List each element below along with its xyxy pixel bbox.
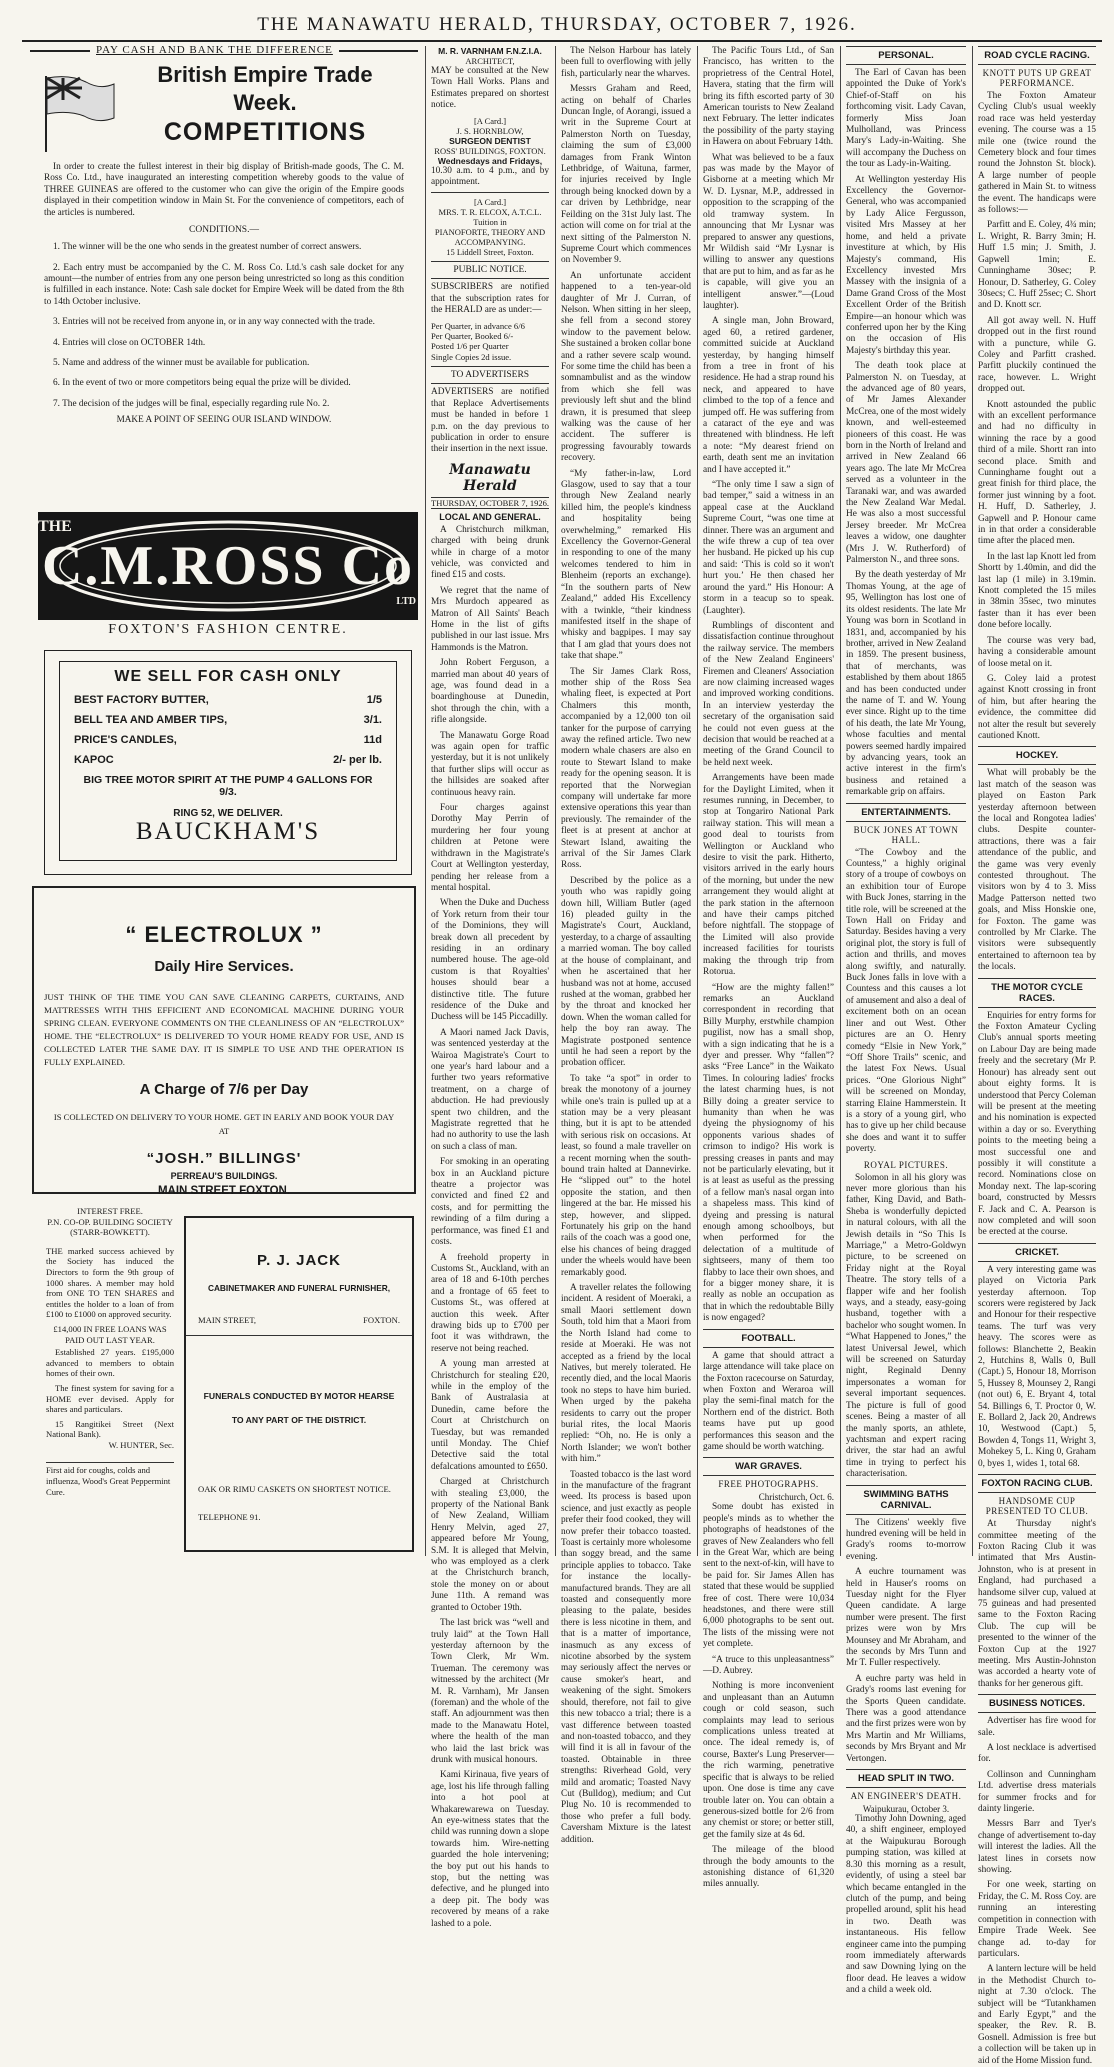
ring: RING 52, WE DELIVER.: [173, 808, 283, 819]
bs-line-2: P.N. CO-OP. BUILDING SOCIETY: [47, 1216, 173, 1227]
electrolux-ad: [32, 886, 416, 1197]
article: Knott astounded the public with an excellent performance and had no difficulty in winning the race by a good third of a mile. Shortt ran into second place. Smith and Cunninghame fought out a great finish for third place, the former just winning by a foot. H. Huff, D. Satherley, J. Gapwell and P. Honour came in in that order a considerable time after the placed men.: [978, 399, 1096, 547]
charge: A Charge of 7/6 per Day: [139, 1081, 309, 1098]
herald-nameplate: Manawatu Herald: [449, 461, 531, 494]
bs-body: THE marked success achieved by the Society has induced the Directors to form the 9th group of 1000 shares. A member may hold from ONE TO TEN SHARES and entitles the holder to a loan of from £100 to £1000 on approved security.: [46, 1245, 174, 1320]
main-street: MAIN STREET FOXTON.: [157, 1185, 291, 1197]
notice: For one week, starting on Friday, the C. M. Ross Coy. are running an interesting competition in connection with Empire Trade Week. See change ad. to-day for particulars.: [978, 1880, 1096, 1959]
column-6: [978, 46, 1096, 2066]
article: The Nelson Harbour has lately been full to overflowing with jelly fish, particularly near the wharves.: [561, 46, 691, 79]
headline: WE SELL FOR CASH ONLY: [114, 668, 342, 685]
column-rule: [697, 46, 698, 1556]
price-row: PRICE'S CANDLES, 11d: [74, 734, 382, 746]
royal-pictures-sub: ROYAL PICTURES.: [863, 1159, 949, 1170]
article: “The only time I saw a sign of bad temper,” said a witness in an appeal case at the Auckland Supreme Court, “was one time at dinner. There was an argument and the wife threw a cup of tea over her husband. He picked up his cup and said: ‘This is cold so it won't hurt you.’ He then chased her around the yard.” His Honour: A storm in a teacup so to speak. (Laughter).: [703, 480, 834, 616]
article: Four charges against Dorothy May Perrin of murdering her four young children at Petone were withdrawn in the Magistrate's Court at Wellington yesterday, pending her release from a mental hospital.: [431, 803, 549, 893]
article: At Thursday night's committee meeting of the Foxton Racing Club it was intimated that Mrs Austin-Johnston, who is at present in England, had purchased a handsome silver cup, valued at 75 guineas and had presented same to the Foxton Racing Club. The cup will be presented to the winner of the Foxton Cup at the 1927 meeting. Mrs Austin-Johnston was accorded a hearty vote of thanks for her generous gift.: [978, 1519, 1096, 1689]
article: At Wellington yesterday His Excellency the Governor-General, who was accompanied by Lady Alice Fergusson, visited Mrs Massey at her home, and held a private investiture at which, by His Majesty's command, His Excellency invested Mrs Massey with the insignia of a Dame Grand Cross of the Most Excellent Order of the British Empire—an honour which was conferred upon her by the King on the occasion of His Majesty's birthday this year.: [846, 174, 966, 356]
jack-caskets: OAK OR RIMU CASKETS ON SHORTEST NOTICE.: [198, 1484, 391, 1494]
article: “The Cowboy and the Countess,” a highly original story of a troupe of cowboys on an exhibition tour of Europe with Buck Jones, starring in the title role, will be screened at the Town Hall on Friday and Saturday. Besides having a very original plot, the story is full of action and thrills, and moves along swiftly, and naturally. Buck Jones falls in love with a Countess and this causes a lot of amusement and also a deal of excitement both on an ocean liner and out West. Other pictures are an O. Henry comedy “Elsie in New York,” “Off Shore Trails” scenic, and the latest Fox News. Usual prices. “One Glorious Night” will be screened on Monday, starring Elaine Hammerstein. It is a story of a young girl, who has to give up her child because she does and want it to suffer poverty.: [846, 847, 966, 1155]
hornblow-hours: 10.30 a.m. to 4 p.m., and by appointment.: [431, 165, 549, 188]
intro: In order to create the fullest interest in their big display of British-made goods, The C. M. Ross Co. Ltd., have inaugurated an interesting competition whereby goods to the value of THREE GUINEAS are offered to the customer who can give the origin of the Empire goods displayed in their competition window in Main St. For the convenience of competitors, each of the articles is numbered.: [44, 162, 404, 218]
article: The Citizens' weekly five hundred evening will be held in Grady's rooms to-morrow evening.: [846, 1517, 966, 1562]
article: A freehold property in Customs St., Auckland, with an area of 18 and 6-10th perches and a frontage of 65 feet to Customs St., was offered at auction this week. After drawing bids up to £700 per foot it was withdrawn, the reserve not being reached.: [431, 1252, 549, 1354]
price-row: BELL TEA AND AMBER TIPS, 3/1.: [74, 714, 382, 726]
electrolux-sub: Daily Hire Services.: [154, 958, 294, 975]
advertisers-notice: ADVERTISERS are notified that Replace Advertisements must be handed in before 1 p.m. on the day previous to publication in order to ensure their insertion in the next issue.: [431, 387, 549, 455]
article: The Earl of Cavan has been appointed the Duke of York's Chief-of-Staff on his forthcoming visit. Lady Cavan, formerly Miss Joan Mulholland, was Princess Mary's Lady-in-Waiting. She will accompany the Duchess on the tour as Lady-in-Waiting.: [846, 68, 966, 170]
article: The death took place at Palmerston N. on Tuesday, at the advanced age of 80 years, of Mr James Alexander McCrea, one of the most widely known, and well-esteemed pioneers of this coast. He was born in the North of Ireland and arrived in New Zealand 66 years ago. The late Mr McCrea served as a volunteer in the Taranaki war, and was awarded the New Zealand War Medal. He was also a most successful Jersey breeder. Mr McCrea leaves a widow, one daughter (Mrs J. W. Rutherford) of Palmerston N., and three sons.: [846, 361, 966, 566]
cricket-heading: CRICKET.: [978, 1243, 1096, 1262]
jack-name: P. J. JACK: [257, 1252, 341, 1269]
rule-5: 5. Name and address of the winner must be available for publication.: [53, 358, 310, 369]
article: An unfortunate accident happened to a ten-year-old daughter of Mr J. Curran, of Nelson. When sitting in her sleep, she fell from a second storey window to the pavement below. She sustained a broken collar bone and a rather severe scalp wound. For some time the child has been a somnambulist and as the window from which she fell was previously left shut and the blind drawn, it is presumed that sleep walking was the cause of her accident. The sufferer is progressing favourably towards recovery.: [561, 270, 691, 464]
article: Nothing is more inconvenient and unpleasant than an Autumn cough or cold season, such complaints may lead to serious complications unless treated at once. The ideal remedy is, of course, Baxter's Lung Preserver—the rich warming, penetrative specific that is always to be relied upon. One dose is time any cave trouble later on. You can obtain a generous-sized bottle for 2/6 from any chemist or store; or better still, get the family size at 4s 6d.: [703, 1681, 834, 1840]
bs-saving: The finest system for saving for a HOME ever devised. Apply for shares and particulars.: [46, 1382, 174, 1415]
notice: Collinson and Cunningham Ltd. advertise dress materials for summer frocks and for dainty lingerie.: [978, 1769, 1096, 1815]
war-graves-heading: WAR GRAVES.: [703, 1457, 834, 1476]
cycle-heading: ROAD CYCLE RACING.: [978, 46, 1096, 65]
varnham-text: MAY be consulted at the New Town Hall Works. Plans and Estimates prepared on shortest notice.: [431, 66, 549, 111]
advertisers-heading: TO ADVERTISERS: [431, 366, 549, 384]
public-notice: SUBSCRIBERS are notified that the subscription rates for the HERALD are as under:—: [431, 282, 549, 316]
article: Parfitt and E. Coley, 4¾ min; L. Wright, R. Barry 3min; H. Huff 1.5 min; J. Smith, J. Gapwell 1min; E. Cunninghame 30sec; P. Honour, D. Satherley, G. Coley 30secs; C. Huff 25sec; C. Short and D. Knott scr.: [978, 220, 1096, 311]
article: For smoking in an operating box in an Auckland picture theatre a projector was convicted and fined £2 and costs, and for permitting the rewinding of a film during a performance, was fined £1 and costs.: [431, 1157, 549, 1248]
bs-address: 15 Rangitikei Street (Next National Bank).: [46, 1418, 174, 1440]
varnham-title: ARCHITECT,: [465, 56, 515, 66]
elcox-name: MRS. T. R. ELCOX, A.T.C.L.: [438, 207, 542, 218]
football-heading: FOOTBALL.: [703, 1329, 834, 1348]
article: What will probably be the last match of the season was played on Easton Park yesterday afternoon between the local and Rongotea ladies' clubs. Despite counter-attractions, there was a fair attendance of the public, and the game was very evenly contested throughout. The visitors won by 4 to 3. Miss Madge Patterson netted two goals, and Miss Honskie one, for Foxton. The game was controlled by Mr Clarke. The visitors were subsequently entertained to afternoon tea by the locals.: [978, 768, 1096, 973]
banner: PAY CASH AND BANK THE DIFFERENCE: [90, 44, 339, 56]
herald-date: THURSDAY, OCTOBER 7, 1926.: [431, 497, 549, 508]
notice: A lost necklace is advertised for.: [978, 1743, 1096, 1765]
bs-secretary: W. HUNTER, Sec.: [108, 1439, 174, 1450]
article: A very interesting game was played on Victoria Park yesterday afternoon. Top scorers were registered by Jack and Honour for their respective teams. The turf was very heavy. The scores were as follows: Blanchette 2, Beakin 2, Hutchins 8, Walls 0, Bull (Capt.) 5, Honour 18, Morrison 5, Hussey 8, Mounsey 2, Rangi (not out) 6, E. Bryant 4, total 54. Billings 6, T. Proctor 0, W. E. Bollard 2, Jack 20, Andrews 10, Westwood (Capt.) 5, Bowden 4, Tongs 11, Wright 3, Mohekey 5, L. King 0, Graham 0, byes 1, wides 1, total 68.: [978, 1264, 1096, 1469]
masthead: THE MANAWATU HERALD, THURSDAY, OCTOBER 7, 1926.: [257, 14, 857, 35]
column-rule: [425, 46, 426, 1556]
article: A euchre party was held in Grady's rooms last evening for the Sports Queen candidate. There was a good attendance and the first prizes were won by Mrs Martin and Mr Williams, seconds by Mrs Bryant and Mr Vertongen.: [846, 1673, 966, 1764]
hornblow-title: SURGEON DENTIST: [449, 135, 531, 146]
column-3: [561, 46, 691, 1845]
article: Rumblings of discontent and dissatisfaction continue throughout the railway service. The members of the New Zealand Engineers' Firemen and Cleaners' Association are now claiming increased wages and improved working conditions. In an interview yesterday the secretary of the organisation said he could not even guess at the decision that would be reached at a meeting of the Grand Council to be held next week.: [703, 620, 834, 768]
article: The mileage of the blood through the body amounts to the astonishing distance of 61,320 miles annually.: [703, 1845, 834, 1890]
jack-ad: [184, 1216, 414, 1552]
hockey-heading: HOCKEY.: [978, 746, 1096, 765]
card-label: [A Card.]: [431, 192, 549, 207]
column-rule: [555, 46, 556, 1556]
title-line-1: British Empire Trade: [157, 62, 373, 87]
title-line-3: COMPETITIONS: [163, 118, 367, 146]
perreau-buildings: PERREAU'S BUILDINGS.: [170, 1171, 278, 1181]
article: A single man, John Broward, aged 60, a retired gardener, committed suicide at Auckland yesterday, by hanging himself from a tree in front of his residence. He had a strap round his neck, and appeared to have climbed to the top of a fence and jumped off. He was suffering from a cataract of the eye and was threatened with blindness. He left a note: “My dearest friend on earth, death sent me an invitation and I have accepted it.”: [703, 316, 834, 475]
bs-loans: £14,000 IN FREE LOANS WAS PAID OUT LAST YEAR.: [53, 1323, 167, 1345]
store-name: BAUCKHAM'S: [135, 818, 321, 845]
price-row: BEST FACTORY BUTTER, 1/5: [74, 694, 382, 706]
title-line-2: Week.: [233, 90, 297, 115]
article: A euchre tournament was held in Hauser's rooms on Tuesday night for the Flyer Queen candidate. A large number were present. The first prizes were won by Mrs Mounsey and Mr Abraham, and the seconds by Mrs Tunn and Mr T. Fuller respectively.: [846, 1567, 966, 1669]
article: Kami Kirinaua, five years of age, lost his life through falling into a hot pool at Whakarewarewa on Tuesday. An eye-witness states that the child was running down a slope towards him. Wire-netting guarded the hole intervening; the boy put out his hands to stop, but the netting was defective, and he plunged into a deep pit. The body was recovered by means of a rake lashed to a pole.: [431, 1770, 549, 1929]
article: Enquiries for entry forms for the Foxton Amateur Cycling Club's annual sports meeting on Labour Day are being made freely and the secretary (Mr P. Honour) has already sent out about eighty forms. It is understood that Percy Coleman will be present at the meeting and his nomination is expected within a day or so. Everything points to the meeting being a most successful one and possibly it will constitute a record. Nominations close on Monday next. The lap-scoring board, constructed by Messrs F. Jack and C. A. Pearson is now completed and will soon be erected at the course.: [978, 1010, 1096, 1238]
article: A Maori named Jack Davis, was sentenced yesterday at the Wairoa Magistrate's Court to one year's hard labour and a further two years reformative treatment, on a charge of abduction. He had previously spent two children, and the Magistrate regretted that he had no authority to use the lash on such a class of man.: [431, 1027, 549, 1152]
building-society-ad: [46, 1206, 174, 1497]
notice: Messrs Barr and Tyer's change of advertisement to-day will interest the ladies. All the latest lines in corsets now showing.: [978, 1819, 1096, 1876]
column-2: [431, 46, 549, 1929]
elcox-address: 15 Liddell Street, Foxton.: [446, 247, 534, 258]
article: The Manawatu Gorge Road was again open for traffic yesterday, but it is not unlikely that further slips will occur as the hillsides are soaked after continuous heavy rain.: [431, 730, 549, 798]
article: When the Duke and Duchess of York return from their tour of the Dominions, they will break down all precedent by residing in an ordinary numbered house. The age-old custom is that Royalties' houses should bear a distinctive title. The future residence of the Duke and Duchess will be 145 Piccadilly.: [431, 898, 549, 1023]
business-notices-heading: BUSINESS NOTICES.: [978, 1694, 1096, 1713]
article: By the death yesterday of Mr Thomas Young, at the age of 95, Wellington has lost one of its oldest residents. The late Mr Young was born in Scotland in 1831, and, accompanied by his brother, arrived in New Zealand in 1859. The present business, that of merchants, was established by them about 1865 and has been conducted under the name of T. and W. Young ever since. Right up to the time of his death, the late Mr Young, whose faculties and mental powers seemed hardly impaired by advancing years, took an active interest in the firm's business and retained a remarkable grip on affairs.: [846, 570, 966, 798]
union-flag-icon: [40, 74, 120, 154]
motor-cycle-heading: THE MOTOR CYCLE RACES.: [978, 978, 1096, 1008]
conditions-heading: CONDITIONS.—: [189, 225, 259, 236]
column-rule: [972, 46, 973, 1556]
rule-6: 6. In the event of two or more competitors being equal the prize will be divided.: [53, 378, 351, 389]
public-notice-heading: PUBLIC NOTICE.: [431, 261, 549, 279]
head-dateline: Waipukurau, October 3.: [862, 1804, 950, 1815]
hornblow-address: ROSS' BUILDINGS, FOXTON.: [434, 145, 546, 156]
elcox-tuition: Tuition in: [473, 217, 507, 228]
bs-line-3: (STARR-BOWKETT).: [70, 1227, 150, 1238]
bs-line-1: INTEREST FREE.: [77, 1206, 143, 1216]
rule-4: 4. Entries will close on OCTOBER 14th.: [53, 337, 206, 348]
card-label: [A Card.]: [473, 115, 507, 126]
article: Messrs Graham and Reed, acting on behalf of Charles Duncan Ingle, of Aorangi, issued a writ in the Supreme Court at Palmerston North on Tuesday, claiming the sum of £3,000 damages from Frank Winton Lethbridge, of Waituna, farmer, for injuries received by Ingle through being knocked down by a car driven by Lethbridge, near Feilding on the 31st July last. The action will come on for trial at the next sitting of the Palmerston N. Supreme Court which commences on November 9.: [561, 84, 691, 266]
entertainments-sub: BUCK JONES AT TOWN HALL.: [853, 824, 959, 845]
article: A Christchurch milkman, charged with being drunk while in charge of a motor vehicle, was convicted and fined £15 and costs.: [431, 524, 549, 581]
article: What was believed to be a faux pas was made by the Mayor of Gisborne at a meeting which Mr W. D. Lysnar, M.P., addressed in opposition to the scrapping of the old tramway system. In announcing that Mr Lysnar was prepared to answer any questions, Mr Wildish said “Mr Lysnar is willing to answer any questions that are put to him, and as far as he is capable, will give you an intelligent answer.”—(Loud laughter).: [703, 152, 834, 311]
article: “My father-in-law, Lord Glasgow, used to say that a tour through New Zealand nearly killed him, the people's kindness and hospitality being overwhelming,” remarked His Excellency the Governor-General in responding to one of the many welcomes tendered to him in Blenheim (reports an exchange). “In the southern parts of New Zealand,” added His Excellency with a twinkle, “their kindness manifested itself in the shape of whisky and bagpipes. I may say that I am glad that yours does not take that shape.”: [561, 468, 691, 662]
column-5: [846, 46, 966, 1996]
article: The Sir James Clark Ross, mother ship of the Ross Sea whaling fleet, is expected at Port Chalmers this month, accompanied by a 12,000 ton oil tanker for the purpose of carrying away the refined article. Two new modern whale chasers are also en route to Stewart Island to make ready for the opening season. It is reported that the Norwegian company will undertake far more extensive operations this year than previously. The remainder of the fleet is at present at anchor at Stewart Island, awaiting the arrival of the Sir James Clark Ross.: [561, 666, 691, 871]
logo-ltd: LTD: [396, 596, 416, 607]
swimming-heading: SWIMMING BATHS CARNIVAL.: [846, 1485, 966, 1515]
notice: A lantern lecture will be held in the Methodist Church to-night at 7.30 o'clock. The subject will be “Tutankhamen and Early Egypt,” and the speaker, the Rev. R. B. Gosnell. Admission is free but a collection will be taken up in aid of the Home Mission fund.: [978, 1964, 1096, 2066]
hornblow-name: J. S. HORNBLOW,: [456, 125, 524, 136]
head-split-heading: HEAD SPLIT IN TWO.: [846, 1769, 966, 1788]
article: The course was very bad, having a considerable amount of loose metal on it.: [978, 635, 1096, 669]
personal-heading: PERSONAL.: [846, 46, 966, 65]
article: All got away well. N. Huff dropped out in the first round with a puncture, while G. Coley and Parfitt crashed. Parfitt pluckily continued the race, however. L. Wright dropped out.: [978, 315, 1096, 395]
logo-the: THE: [38, 518, 72, 535]
column-rule: [840, 46, 841, 1556]
rule-2: 2. Each entry must be accompanied by the C. M. Ross Co. Ltd.'s cash sale docket for any amount—the number of entries from any one person being unrestricted so long as this condition is fulfilled in each instance. Note: Cash sale docket for Empire Week will be dated from the 8th to 14th October inclusive.: [44, 262, 404, 307]
war-graves-article: Some doubt has existed in people's minds as to whether the photographs of headstones of the graves of New Zealanders who fell in the Great War, which are being sent to the next-of-kin, will have to be paid for. Sir James Allen has stated that these would be supplied free of cost. There were 10,034 headstones, and there were still 6,000 photographs to be sent out. The lists of the missing were not yet complete.: [703, 1502, 834, 1650]
electrolux-title: “ ELECTROLUX ”: [125, 922, 323, 947]
article: Arrangements have been made for the Daylight Limited, when it resumes running, in December, to stop at Tongariro National Park railway station. This will mean a good deal to tourists from Wellington or Auckland who desire to visit the park. Hitherto, visitors arrived in the early hours of the morning, but under the new arrangement they would alight at the park station in the afternoon and have their camps pitched before nightfall. The stoppage of the Limited will also provide increased facilities for tourists making the through trip from Rotorua.: [703, 773, 834, 978]
motor-spirit: BIG TREE MOTOR SPIRIT AT THE PUMP 4 GALLONS FOR 9/3.: [83, 774, 373, 798]
jack-telephone: TELEPHONE 91.: [198, 1512, 261, 1522]
masthead-rule: [22, 40, 1102, 42]
bs-established: Established 27 years. £195,000 advanced to members to obtain homes of their own.: [46, 1347, 174, 1379]
article: Timothy John Downing, aged 40, a shift engineer, employed at the Waipukurau Borough pumping station, was killed at 8.30 this morning as a result, evidently, of using a steel bar which became entangled in the clutch of the pump, and being propelled around, split his head in two. Death was instantaneous. His fellow engineer came into the pumping room immediately afterwards and saw Downing lying on the floor dead. He leaves a widow and a child a week old.: [846, 1814, 966, 1996]
article: “A truce to this unpleasantness” —D. Aubrey.: [703, 1654, 834, 1677]
article: To take “a spot” in order to break the monotony of a journey while one's train is pulled up at a station may be a very pleasant thing, but it is apt to be attended with serious risk on occasions. At least, so found a male traveller on a recent morning when the south-bound train halted at Dannevirke. He “slipped out” to the hotel opposite the station, and then lingered at the bar. He missed his step, however, and slipped. Fortunately his grip on the hand rails of the coach was a good one, else his chances of being dragged under the wheels would have been remarkably good.: [561, 1073, 691, 1278]
article: John Robert Ferguson, a married man about 40 years of age, was found dead in a boardinghouse at Dunedin, shot through the chin, with a rifle alongside.: [431, 658, 549, 726]
column-4: [703, 46, 834, 1890]
article: “How are the mighty fallen!” remarks an Auckland correspondent in recording that Billy Murphy, erstwhile champion pugilist, now has a small shop, with a sign indicating that he is a dyer and presser. Why “fallen”? asks “Free Lance” in the Waikato Times. In colouring ladies' frocks the latest charming hues, is not Billy doing a greater service to humanity than when he was dyeing the physiognomy of his opponents various shades of crimson to indigo? His work is pressing creases in pants and may not be particularly elevating, but it is at least as useful as the pressing of a fellow man's nasal organ into a shapeless mass. This kind of dyeing and pressing is natural enough among schoolboys, but when performed for the delectation of a multitude of sightseers, many of them too flabby to lace their own shoes, and for a bigger money share, it is really as noble an occupation as that in which the redoubtable Billy is now engaged?: [703, 982, 834, 1324]
collected: IS COLLECTED ON DELIVERY TO YOUR HOME. GET IN EARLY AND BOOK YOUR DAY AT: [53, 1112, 395, 1136]
article: Solomon in all his glory was never more glorious than his father, King David, and Bath-Sheba is wonderfully depicted in natural colours, with all the Jewish details in “So This Is Marriage,” a Metro-Goldwyn picture, to be screened on Friday night at the Royal Theatre. The story tells of a flapper wife and her foolish ways, and a steady, easy-going husband, together with a bachelor who sought women. In “What Happened to Jones,” the latest Universal Jewel, which will be screened on Saturday night, Reginald Denny impersonates a woman for several important sequences. The picture is full of good scenes. Being a master of all the manly sports, an athlete, yachtsman and expert racing driver, the star had an awful time in trying to perfect his characterisation.: [846, 1172, 966, 1480]
local-general-heading: LOCAL AND GENERAL.: [439, 511, 541, 522]
rates: Per Quarter, in advance 6/6 Per Quarter, Booked 6/- Posted 1/6 per Quarter Single Copies 2d issue.: [431, 320, 525, 362]
article: In the last lap Knott led from Shortt by 1.40min, and did the last lap (1 mile) in 3.19min. Knott completed the 15 miles in 38min 35sec, two minutes faster than it has ever been done before locally.: [978, 551, 1096, 631]
peppermint-cure: First aid for coughs, colds and influenza, Wood's Great Peppermint Cure.: [46, 1462, 174, 1497]
article: A traveller relates the following incident. A resident of Moeraki, a small Maori settlement down South, told him that a Maori from the North Island had come to reside at Moeraki. He was not accepted as a friend by the local Natives, but merely tolerated. He recently died, and the local Maoris took no steps to have him buried. When urged by the pakeha residents to carry out the proper burial rites, the local Maoris replied: “Oh, no. He is only a North Islander; we won't bother with him.”: [561, 1283, 691, 1465]
varnham-name: M. R. VARNHAM F.N.Z.I.A.: [438, 46, 542, 56]
price-row: KAPOC 2/- per lb.: [74, 754, 382, 766]
racing-sub: HANDSOME CUP PRESENTED TO CLUB.: [985, 1496, 1089, 1517]
tagline: FOXTON'S FASHION CENTRE.: [108, 622, 348, 637]
article: We regret that the name of Mrs Murdoch appeared as Matron of All Saints' Beach Home in the list of gifts published in our last issue. Mrs Hammonds is the Matron.: [431, 585, 549, 653]
article: The last brick was “well and truly laid” at the Town Hall yesterday afternoon by the Town Clerk, Mr Wm. Trueman. The ceremony was witnessed by the architect (Mr M. R. Varnham), Mr Jansen (foreman) and the whole of the staff. An adjournment was then made to the Manawatu Hotel, where the health of the man who laid the last brick was drunk with musical honours.: [431, 1618, 549, 1765]
ross-logo-ad: [38, 512, 418, 640]
logo-name: C.M.ROSS Co: [41, 535, 415, 597]
article: The Foxton Amateur Cycling Club's usual weekly road race was held yesterday evening. The course was a 15 mile one (twice round the Cemetery block and four times round the Johnston St. block). A large number of people gathered in Main St. to witness the event. The handicaps were as follows:—: [978, 91, 1096, 216]
war-graves-sub: FREE PHOTOGRAPHS.: [718, 1479, 819, 1490]
jack-address: MAIN STREET, FOXTON.: [198, 1315, 400, 1325]
racing-heading: FOXTON RACING CLUB.: [978, 1474, 1096, 1493]
notice: Advertiser has fire wood for sale.: [978, 1716, 1096, 1738]
article: Described by the police as a youth who was rapidly going down hill, William Butler (aged 16) pleaded guilty in the Magistrate's Court, Auckland, yesterday, to a charge of assaulting a married woman. The boy called at the house of complainant, and when he ascertained that her husband was not at home, accused rushed at the woman, grabbed her by the throat and knocked her down. When the woman called for help the boy ran away. The Magistrate postponed sentence until he had seen a report by the probation officer.: [561, 875, 691, 1069]
football-article: A game that should attract a large attendance will take place on the Foxton racecourse on Saturday, when Foxton and Weraroa will play the semi-final match for the Northern end of the district. Both teams have put up good performances this season and the game should be worth watching.: [703, 1350, 834, 1452]
rule-1: 1. The winner will be the one who sends in the greatest number of correct answers.: [53, 242, 362, 253]
article: Toasted tobacco is the last word in the manufacture of the fragrant weed. Its process is based upon science, and just exactly as people prefer their food cooked, they will now prefer their tobacco toasted. Toast is certainly more wholesome than soggy bread, and the same principle applies to tobacco. Take for instance the locally-manufactured brands. They are all toasted and consequently more pleasing to the palate, besides there is less nicotine in them, and that is a matter of importance, inasmuch as any excess of nicotine absorbed by the system may seriously affect the nerves or cause smoker's heart, and weakening of the sight. Smokers should, therefore, not fail to give this new tobacco a trial; there is a vast difference between toasted and non-toasted tobacco, and they will find it is all in favour of the toasted. Obtainable in three strengths: Riverhead Gold, very mild and aromatic; Toasted Navy Cut (Bulldog), medium; and Cut Plug No. 10 is recommended to those who prefer a full body. Caversham Mixture is the latest addition.: [561, 1469, 691, 1845]
closing: MAKE A POINT OF SEEING OUR ISLAND WINDOW.: [116, 414, 332, 425]
jack-funerals: FUNERALS CONDUCTED BY MOTOR HEARSE TO ANY PART OF THE DISTRICT.: [203, 1391, 395, 1425]
head-split-sub: AN ENGINEER'S DEATH.: [850, 1791, 962, 1802]
jack-trade: CABINETMAKER AND FUNERAL FURNISHER,: [207, 1283, 391, 1293]
cycle-sub: KNOTT PUTS UP GREAT PERFORMANCE.: [982, 68, 1092, 88]
article: A young man arrested at Christchurch for stealing £20, while in the employ of the Bank of Australasia at Dunedin, came before the Court at Christchurch on Tuesday, but was remanded until Monday. The Chief Detective said the total defalcations amounted to £650.: [431, 1359, 549, 1472]
entertainments-heading: ENTERTAINMENTS.: [846, 803, 966, 822]
article: G. Coley laid a protest against Knott crossing in front of him, but after hearing the evidence, the committee did not alter the result but severely cautioned Knott.: [978, 673, 1096, 741]
elcox-subjects: PIANOFORTE, THEORY AND ACCOMPANYING.: [434, 227, 546, 248]
hornblow-days: Wednesdays and Fridays,: [437, 155, 543, 166]
rule-7: 7. The decision of the judges will be final, especially regarding rule No. 2.: [53, 398, 330, 409]
trade-week-ad: [30, 44, 418, 502]
josh-billings: “JOSH.” BILLINGS': [146, 1150, 302, 1167]
rule-3: 3. Entries will not be received from anyone in, or in any way connected with the trade.: [53, 317, 375, 328]
article: The Pacific Tours Ltd., of San Francisco, has written to the proprietress of the Central Hotel, Havera, stating that the firm will bring its fifth escorted party of 30 American tourists to New Zealand next February. The letter indicates the possibility of the party staying in Hawera on about February 14th.: [703, 46, 834, 148]
war-dateline: Christchurch, Oct. 6.: [758, 1492, 834, 1503]
electrolux-body: JUST THINK OF THE TIME YOU CAN SAVE CLEANING CARPETS, CURTAINS, AND MATTRESSES WITH THIS EFFICIENT AND ECONOMICAL MACHINE DURING YOUR SPRING CLEAN. EVERYONE COMMENTS ON THE CLEANLINESS OF AN “ELECTROLUX” HOME. THE “ELECTROLUX” IS DELIVERED TO YOUR HOME READY FOR USE, AND IS COLLECTED LATER THE SAME DAY. IT IS SIMPLE TO USE AND THE OPERATION IS FULLY EXPLAINED.: [44, 992, 404, 1067]
article: Charged at Christchurch with stealing £3,000, the property of the National Bank of New Zealand, William Henry Melvin, aged 27, appeared before Mr Young, S.M. It is alleged that Melvin, who was employed as a clerk at the Christchurch branch, stole the money on or about June 11th. A remand was granted to October 19th.: [431, 1477, 549, 1613]
